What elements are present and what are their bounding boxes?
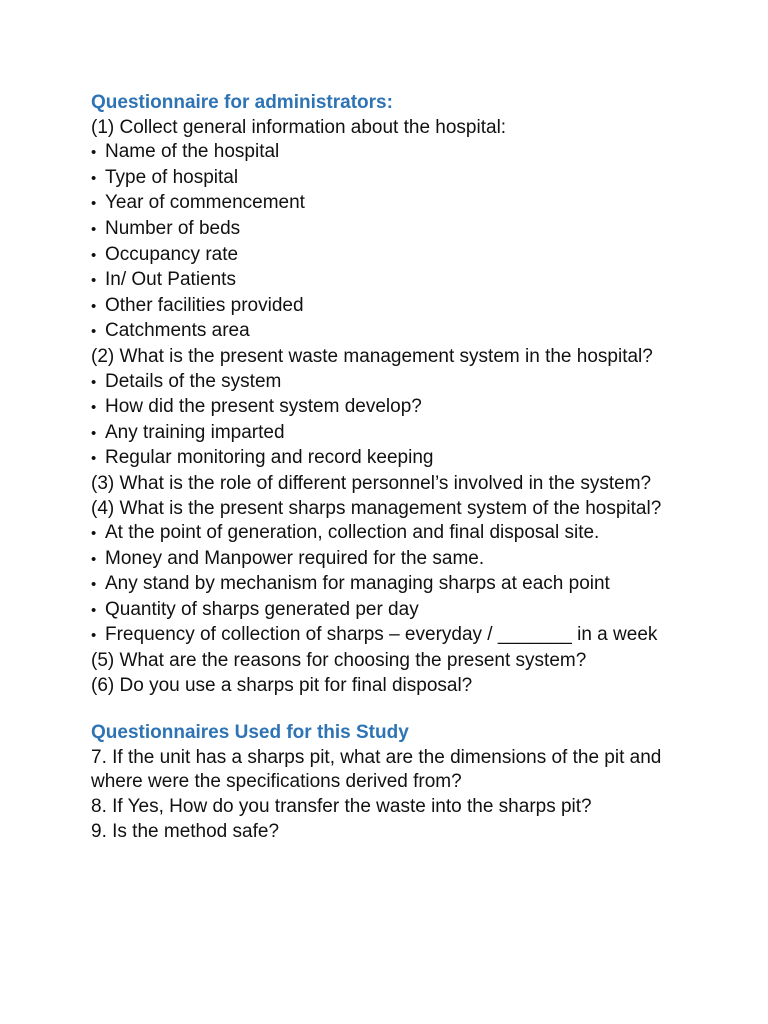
- item-text: 9. Is the method safe?: [91, 820, 280, 842]
- bullet-icon: •: [91, 220, 97, 238]
- item-text: Any training imparted: [105, 421, 285, 443]
- item-text: Quantity of sharps generated per day: [105, 598, 419, 620]
- item-text: In/ Out Patients: [105, 269, 236, 291]
- item-text: (4) What is the present sharps management system of the hospital?: [91, 497, 662, 519]
- bullet-item: [91, 421, 691, 447]
- bullet-icon: •: [91, 424, 97, 442]
- bullet-item: [91, 623, 691, 649]
- bullet-icon: •: [91, 627, 97, 645]
- item-text: Number of beds: [105, 217, 241, 239]
- bullet-icon: •: [91, 297, 97, 315]
- document-page: [91, 91, 711, 844]
- bullet-icon: •: [91, 246, 97, 264]
- bullet-item: [91, 140, 691, 166]
- item-text: Other facilities provided: [105, 294, 304, 316]
- item-text: 7. If the unit has a sharps pit, what are the dimensions of the pit and where were the specifications derived from?: [91, 746, 662, 793]
- bullet-item: [91, 395, 691, 421]
- bullet-icon: •: [91, 525, 97, 543]
- bullet-item: [91, 370, 691, 396]
- bullet-item: [91, 572, 691, 598]
- question-item: [91, 746, 691, 795]
- question-item: [91, 345, 691, 370]
- question-item: [91, 820, 691, 845]
- bullet-item: [91, 547, 691, 573]
- item-text: Details of the system: [105, 370, 282, 392]
- item-text: Name of the hospital: [105, 141, 280, 163]
- bullet-item: [91, 243, 691, 269]
- item-text: (3) What is the role of different personnel’s involved in the system?: [91, 472, 652, 494]
- bullet-item: [91, 598, 691, 624]
- bullet-item: [91, 191, 691, 217]
- question-item: [91, 674, 691, 699]
- item-text: How did the present system develop?: [105, 396, 422, 418]
- bullet-icon: •: [91, 601, 97, 619]
- question-item: [91, 472, 691, 497]
- item-text: Money and Manpower required for the same.: [105, 547, 485, 569]
- item-text: Frequency of collection of sharps – everyday / _______ in a week: [105, 624, 658, 646]
- item-text: (5) What are the reasons for choosing the present system?: [91, 650, 587, 672]
- question-item: [91, 649, 691, 674]
- section-gap: [91, 698, 711, 721]
- item-text: Occupancy rate: [105, 243, 239, 265]
- bullet-item: [91, 217, 691, 243]
- item-text: Regular monitoring and record keeping: [105, 447, 434, 469]
- question-item: [91, 795, 691, 820]
- item-text: Catchments area: [105, 320, 250, 342]
- bullet-icon: •: [91, 195, 97, 213]
- bullet-icon: •: [91, 323, 97, 341]
- bullet-icon: •: [91, 144, 97, 162]
- item-text: (6) Do you use a sharps pit for final disposal?: [91, 674, 473, 696]
- bullet-icon: •: [91, 576, 97, 594]
- question-item: [91, 497, 691, 522]
- item-text: 8. If Yes, How do you transfer the waste into the sharps pit?: [91, 796, 592, 818]
- section2-heading: Questionnaires Used for this Study: [91, 722, 409, 744]
- item-text: Any stand by mechanism for managing sharps at each point: [105, 573, 610, 595]
- section1-list: [91, 116, 711, 699]
- section1-heading: Questionnaire for administrators:: [91, 92, 393, 113]
- item-text: Type of hospital: [105, 166, 239, 188]
- bullet-icon: •: [91, 550, 97, 568]
- bullet-icon: •: [91, 373, 97, 391]
- item-text: (2) What is the present waste management system in the hospital?: [91, 345, 653, 367]
- bullet-item: [91, 268, 691, 294]
- bullet-item: [91, 166, 691, 192]
- bullet-item: [91, 294, 691, 320]
- bullet-icon: •: [91, 399, 97, 417]
- item-text: At the point of generation, collection and final disposal site.: [105, 522, 600, 544]
- section2-list: [91, 746, 711, 844]
- bullet-icon: •: [91, 169, 97, 187]
- item-text: Year of commencement: [105, 192, 305, 214]
- question-item: [91, 116, 691, 141]
- bullet-item: [91, 521, 691, 547]
- bullet-item: [91, 446, 691, 472]
- item-text: (1) Collect general information about the hospital:: [91, 116, 507, 138]
- bullet-icon: •: [91, 272, 97, 290]
- bullet-icon: •: [91, 450, 97, 468]
- bullet-item: [91, 319, 691, 345]
